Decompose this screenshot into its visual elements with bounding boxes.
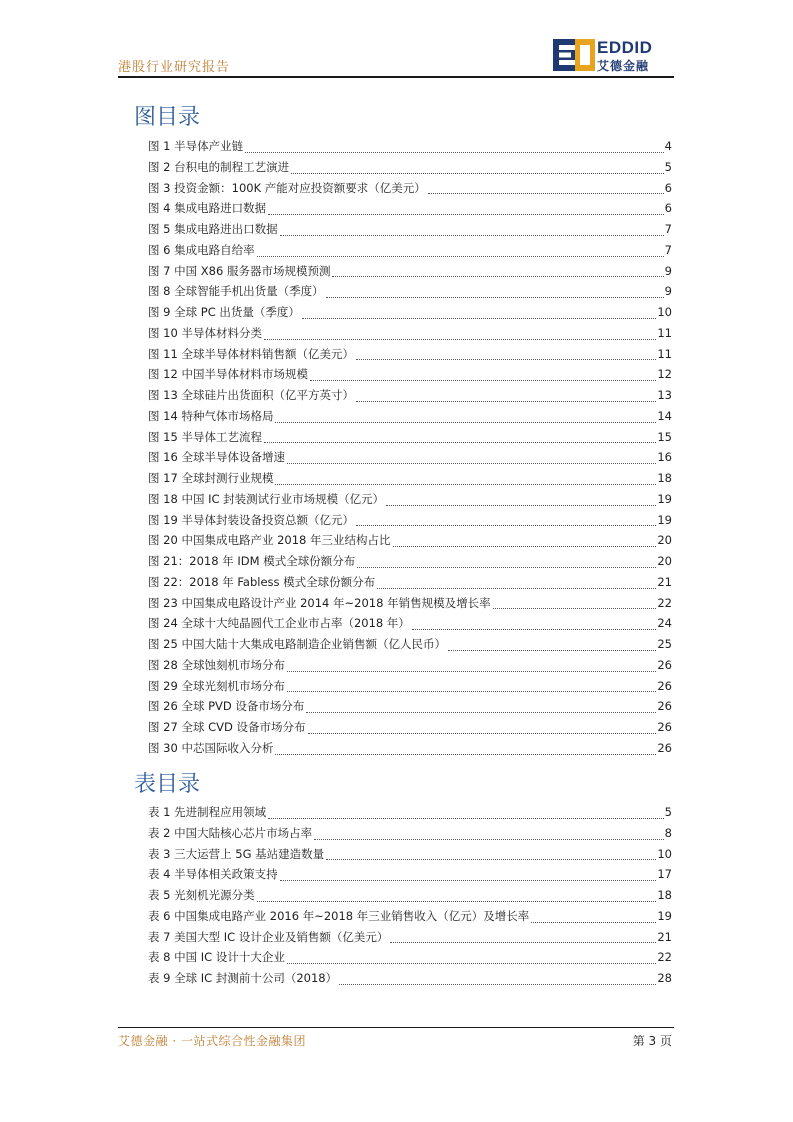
- toc-dot-leader: [356, 401, 656, 402]
- logo-chinese-name: 艾德金融: [597, 59, 650, 73]
- toc-entry-page: 19: [657, 908, 672, 923]
- toc-entry-label: 图 8 全球智能手机出货量（季度）: [148, 284, 324, 299]
- toc-entry[interactable]: [148, 676, 672, 697]
- toc-dot-leader: [356, 359, 656, 360]
- toc-entry-label: 图 27 全球 CVD 设备市场分布: [148, 720, 306, 734]
- toc-entry[interactable]: [148, 844, 672, 865]
- toc-entry-page: 24: [657, 616, 672, 631]
- toc-dot-leader: [393, 546, 657, 547]
- toc-entry-label: 表 5 光刻机光源分类: [148, 888, 255, 902]
- toc-dot-leader: [280, 235, 664, 236]
- toc-entry-label: 图 30 中芯国际收入分析: [148, 740, 274, 755]
- figure-list-title: 图目录: [134, 105, 201, 130]
- toc-entry-page: 9: [664, 284, 672, 299]
- toc-entry[interactable]: [148, 323, 672, 344]
- toc-entry-label: 图 13 全球硅片出货面积（亿平方英寸）: [148, 388, 354, 402]
- brand-logo: [553, 38, 673, 72]
- toc-entry-label: 图 3 投资金额：100K 产能对应投资额要求（亿美元）: [148, 180, 426, 195]
- toc-entry[interactable]: [148, 572, 672, 593]
- toc-entry[interactable]: [148, 364, 672, 385]
- toc-entry-label: 图 9 全球 PC 出货量（季度）: [148, 305, 300, 319]
- toc-entry[interactable]: [148, 427, 672, 448]
- toc-dot-leader: [268, 818, 664, 819]
- toc-dot-leader: [287, 963, 657, 964]
- toc-dot-leader: [257, 901, 657, 902]
- toc-dot-leader: [493, 608, 657, 609]
- toc-dot-leader: [264, 339, 656, 340]
- toc-entry-page: 13: [657, 388, 672, 402]
- toc-entry[interactable]: [148, 198, 672, 219]
- toc-entry-label: 图 12 中国半导体材料市场规模: [148, 367, 308, 382]
- toc-entry-label: 图 29 全球光刻机市场分布: [148, 678, 285, 693]
- toc-entry-label: 图 19 半导体封装设备投资总额（亿元）: [148, 512, 354, 527]
- figure-toc-list: [148, 136, 672, 759]
- toc-entry-label: 表 9 全球 IC 封测前十公司（2018）: [148, 971, 338, 985]
- toc-entry-label: 图 26 全球 PVD 设备市场分布: [148, 699, 305, 714]
- toc-entry-label: 表 7 美国大型 IC 设计企业及销售额（亿美元）: [148, 929, 389, 944]
- toc-entry[interactable]: [148, 906, 672, 927]
- toc-entry-page: 5: [664, 159, 672, 174]
- toc-dot-leader: [287, 671, 656, 672]
- toc-entry-page: 7: [664, 242, 672, 257]
- toc-entry[interactable]: [148, 447, 672, 468]
- toc-entry-page: 28: [657, 971, 672, 985]
- toc-entry-page: 19: [657, 512, 672, 527]
- toc-dot-leader: [448, 650, 656, 651]
- toc-entry-label: 表 4 半导体相关政策支持: [148, 867, 278, 882]
- toc-entry[interactable]: [148, 530, 672, 551]
- toc-entry-page: 26: [657, 678, 672, 693]
- toc-dot-leader: [264, 442, 656, 443]
- toc-entry-page: 17: [657, 867, 672, 882]
- toc-dot-leader: [291, 173, 664, 174]
- toc-dot-leader: [357, 567, 656, 568]
- toc-dot-leader: [314, 839, 664, 840]
- toc-entry[interactable]: [148, 927, 672, 948]
- toc-entry[interactable]: [148, 261, 672, 282]
- toc-entry-page: 15: [657, 429, 672, 444]
- toc-entry-page: 19: [657, 491, 672, 506]
- toc-entry-label: 图 2 台积电的制程工艺演进: [148, 159, 290, 174]
- toc-entry-label: 表 6 中国集成电路产业 2016 年~2018 年三业销售收入（亿元）及增长率: [148, 908, 530, 923]
- toc-entry[interactable]: [148, 947, 672, 968]
- toc-dot-leader: [390, 942, 656, 943]
- toc-entry-page: 14: [657, 408, 672, 423]
- toc-entry-label: 图 25 中国大陆十大集成电路制造企业销售额（亿人民币）: [148, 637, 446, 651]
- toc-entry-page: 5: [664, 805, 672, 819]
- toc-entry-label: 表 3 三大运营上 5G 基站建造数量: [148, 846, 325, 861]
- toc-entry[interactable]: [148, 157, 672, 178]
- toc-entry-page: 22: [657, 950, 672, 965]
- toc-dot-leader: [428, 193, 664, 194]
- toc-dot-leader: [310, 380, 656, 381]
- header-divider: [118, 76, 674, 78]
- toc-entry[interactable]: [148, 219, 672, 240]
- toc-entry-page: 21: [657, 574, 672, 589]
- toc-entry-label: 图 7 中国 X86 服务器市场规模预测: [148, 263, 331, 278]
- toc-entry[interactable]: [148, 281, 672, 302]
- toc-entry-page: 6: [664, 180, 672, 195]
- toc-entry-page: 11: [657, 346, 672, 361]
- toc-dot-leader: [287, 691, 656, 692]
- toc-entry-label: 图 4 集成电路进口数据: [148, 201, 267, 216]
- toc-entry[interactable]: [148, 885, 672, 906]
- footer-divider: [118, 1027, 674, 1028]
- toc-entry[interactable]: [148, 655, 672, 676]
- toc-dot-leader: [412, 629, 656, 630]
- toc-dot-leader: [386, 505, 656, 506]
- toc-entry-label: 表 1 先进制程应用领域: [148, 805, 267, 819]
- toc-entry-label: 图 21：2018 年 IDM 模式全球份额分布: [148, 554, 356, 568]
- toc-entry[interactable]: [148, 738, 672, 759]
- toc-dot-leader: [275, 422, 656, 423]
- toc-entry-label: 图 10 半导体材料分类: [148, 325, 262, 340]
- toc-entry[interactable]: [148, 823, 672, 844]
- toc-entry[interactable]: [148, 968, 672, 989]
- toc-dot-leader: [377, 588, 656, 589]
- toc-entry-page: 10: [657, 305, 672, 319]
- toc-dot-leader: [268, 214, 664, 215]
- toc-entry-label: 图 11 全球半导体材料销售额（亿美元）: [148, 346, 354, 361]
- toc-entry[interactable]: [148, 385, 672, 406]
- toc-entry-page: 18: [657, 471, 672, 485]
- toc-entry-page: 16: [657, 450, 672, 465]
- toc-entry[interactable]: [148, 510, 672, 531]
- toc-entry-label: 图 24 全球十大纯晶圆代工企业市占率（2018 年）: [148, 616, 410, 631]
- toc-entry-label: 图 23 中国集成电路设计产业 2014 年~2018 年销售规模及增长率: [148, 595, 491, 610]
- toc-entry[interactable]: [148, 717, 672, 738]
- toc-entry[interactable]: [148, 864, 672, 885]
- toc-entry[interactable]: [148, 489, 672, 510]
- toc-dot-leader: [531, 922, 656, 923]
- toc-entry-page: 9: [664, 263, 672, 278]
- toc-entry-label: 表 8 中国 IC 设计十大企业: [148, 950, 285, 965]
- toc-entry-label: 表 2 中国大陆核心芯片市场占率: [148, 825, 313, 840]
- toc-entry-page: 26: [657, 740, 672, 755]
- toc-entry[interactable]: [148, 136, 672, 157]
- toc-entry-page: 10: [657, 846, 672, 861]
- toc-entry[interactable]: [148, 802, 672, 823]
- report-type-title: 港股行业研究报告: [118, 60, 231, 75]
- toc-entry[interactable]: [148, 593, 672, 614]
- toc-entry-page: 11: [657, 325, 672, 340]
- toc-dot-leader: [287, 463, 656, 464]
- table-list-title: 表目录: [134, 772, 201, 797]
- toc-entry-page: 26: [657, 657, 672, 672]
- toc-dot-leader: [356, 525, 656, 526]
- toc-entry-page: 20: [657, 533, 672, 548]
- toc-entry[interactable]: [148, 551, 672, 572]
- toc-entry[interactable]: [148, 302, 672, 323]
- toc-dot-leader: [332, 276, 663, 277]
- toc-dot-leader: [275, 484, 656, 485]
- toc-entry-page: 21: [657, 929, 672, 944]
- toc-entry[interactable]: [148, 240, 672, 261]
- toc-entry-page: 6: [664, 201, 672, 216]
- toc-entry[interactable]: [148, 178, 672, 199]
- toc-entry-label: 图 14 特种气体市场格局: [148, 408, 274, 423]
- toc-entry-label: 图 6 集成电路自给率: [148, 242, 255, 257]
- toc-entry[interactable]: [148, 468, 672, 489]
- toc-dot-leader: [326, 297, 664, 298]
- toc-entry[interactable]: [148, 344, 672, 365]
- toc-dot-leader: [326, 859, 656, 860]
- toc-entry-label: 图 28 全球蚀刻机市场分布: [148, 657, 285, 672]
- toc-entry-page: 18: [657, 888, 672, 902]
- toc-entry-page: 4: [664, 139, 672, 153]
- toc-entry-page: 20: [657, 554, 672, 568]
- toc-dot-leader: [306, 712, 656, 713]
- toc-entry-page: 22: [657, 595, 672, 610]
- toc-entry[interactable]: [148, 696, 672, 717]
- toc-entry-label: 图 16 全球半导体设备增速: [148, 450, 285, 465]
- toc-entry-page: 12: [657, 367, 672, 382]
- logo-wordmark: EDDID: [597, 38, 653, 57]
- toc-dot-leader: [339, 984, 656, 985]
- toc-dot-leader: [308, 733, 657, 734]
- toc-entry-label: 图 22：2018 年 Fabless 模式全球份额分布: [148, 574, 376, 589]
- page-number: 第 3 页: [632, 1034, 672, 1048]
- toc-entry-label: 图 15 半导体工艺流程: [148, 429, 262, 444]
- toc-entry-label: 图 18 中国 IC 封装测试行业市场规模（亿元）: [148, 491, 385, 506]
- toc-entry-page: 8: [664, 825, 672, 840]
- toc-entry[interactable]: [148, 634, 672, 655]
- toc-entry-label: 图 20 中国集成电路产业 2018 年三业结构占比: [148, 533, 391, 548]
- toc-entry-page: 26: [657, 720, 672, 734]
- toc-dot-leader: [302, 318, 656, 319]
- toc-entry-label: 图 17 全球封测行业规模: [148, 471, 274, 485]
- toc-entry-label: 图 1 半导体产业链: [148, 139, 244, 153]
- eddid-logo-icon: [553, 39, 595, 71]
- toc-entry[interactable]: [148, 406, 672, 427]
- toc-dot-leader: [275, 754, 656, 755]
- toc-entry-page: 26: [657, 699, 672, 714]
- toc-dot-leader: [257, 256, 664, 257]
- toc-dot-leader: [280, 880, 657, 881]
- table-toc-list: [148, 802, 672, 989]
- toc-entry[interactable]: [148, 613, 672, 634]
- toc-entry-label: 图 5 集成电路进出口数据: [148, 222, 278, 236]
- toc-dot-leader: [245, 152, 664, 153]
- toc-entry-page: 7: [664, 222, 672, 236]
- toc-entry-page: 25: [657, 637, 672, 651]
- footer-slogan: 艾德金融 · 一站式综合性金融集团: [118, 1034, 306, 1048]
